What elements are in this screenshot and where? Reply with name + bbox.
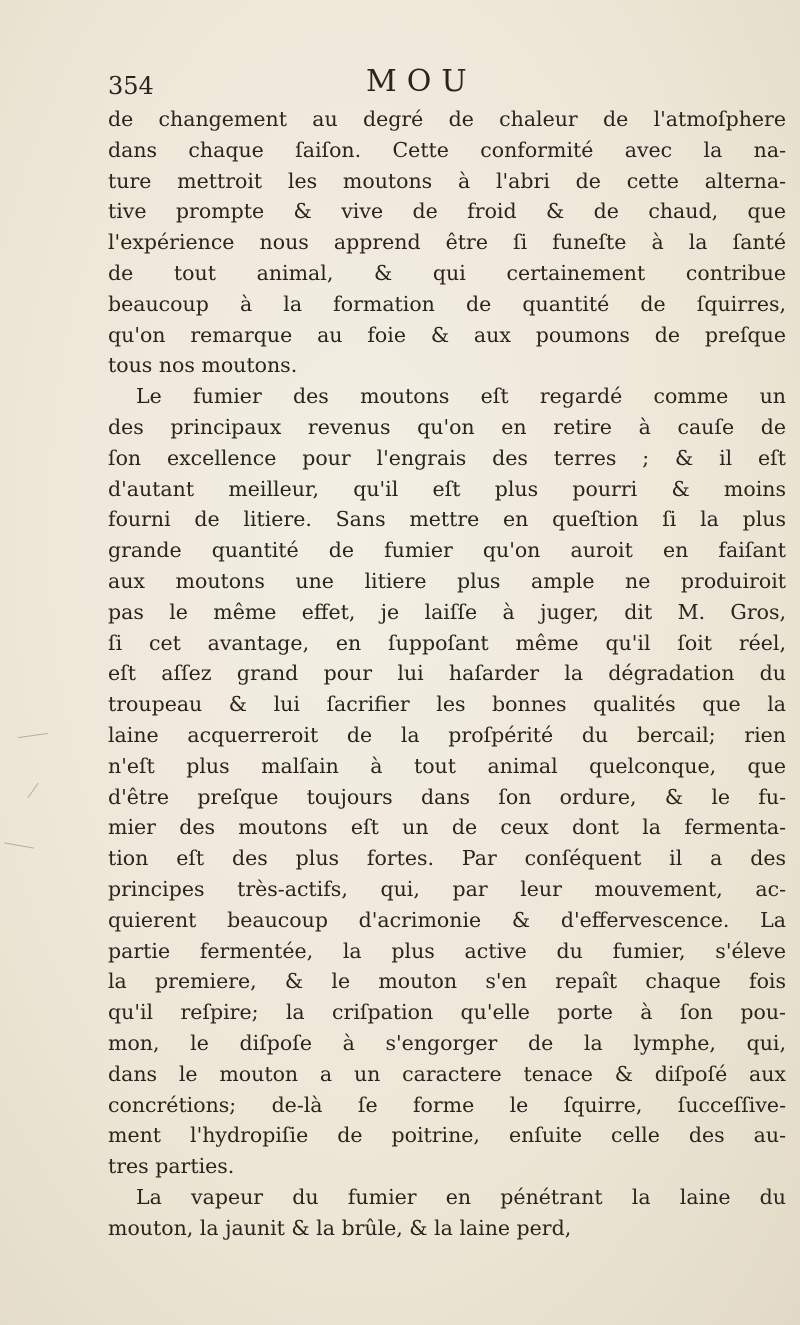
text-line: mon, le diſpoſe à s'engorger de la lymphe, qui, — [108, 1030, 786, 1055]
text-line: dans chaque ſaiſon. Cette conformité avec la na- — [108, 137, 786, 162]
text-line: principes très-actifs, qui, par leur mouvement, ac- — [108, 876, 786, 901]
text-line: mouton, la jaunit & la brûle, & la laine perd, — [108, 1215, 572, 1240]
text-line: grande quantité de fumier qu'on auroit en faiſant — [108, 538, 786, 563]
text-line: mier des moutons eſt un de ceux dont la fermenta- — [108, 815, 786, 840]
text-line: eſt aſſez grand pour lui haſarder la dégradation du — [108, 661, 786, 686]
text-line: troupeau & lui ſacrifier les bonnes qualités que la — [108, 692, 786, 717]
margin-line-mark — [18, 733, 48, 738]
text-line: de tout animal, & qui certainement contribue — [108, 260, 786, 285]
paragraph — [108, 381, 786, 1182]
text-line: tres parties. — [108, 1154, 235, 1179]
text-line: pas le même effet, je laiſſe à juger, dit M. Gros, — [108, 599, 786, 624]
paragraph — [108, 104, 786, 381]
body-text — [108, 104, 786, 1243]
text-line: la premiere, & le mouton s'en repaît chaque fois — [108, 969, 786, 994]
page-header — [108, 64, 792, 104]
running-head: MOU — [366, 64, 477, 99]
text-line: tive prompte & vive de froid & de chaud, que — [108, 199, 786, 224]
text-line: Le fumier des moutons eſt regardé comme un — [136, 384, 786, 409]
text-line: concrétions; de-là ſe forme le ſquirre, ſucceſſive- — [108, 1092, 786, 1117]
text-line: ſon excellence pour l'engrais des terres ; & il eſt — [108, 445, 786, 470]
text-line: d'autant meilleur, qu'il eſt plus pourri & moins — [108, 476, 786, 501]
text-line: qu'il reſpire; la criſpation qu'elle porte à ſon pou- — [108, 1000, 786, 1025]
text-line: tion eſt des plus fortes. Par conſéquent il a des — [108, 846, 786, 871]
text-line: d'être preſque toujours dans ſon ordure, & le fu- — [108, 784, 786, 809]
text-line: ſi cet avantage, en ſuppoſant même qu'il ſoit réel, — [108, 630, 786, 655]
text-line: La vapeur du fumier en pénétrant la laine du — [136, 1184, 786, 1209]
text-line: de changement au degré de chaleur de l'atmoſphere — [108, 107, 786, 131]
text-line: n'eſt plus malſain à tout animal quelconque, que — [108, 753, 786, 778]
paragraph — [108, 1182, 786, 1244]
text-line: tous nos moutons. — [108, 353, 298, 378]
margin-line-mark — [27, 783, 38, 798]
text-line: l'expérience nous apprend être ſi funeſte à la ſanté — [108, 230, 786, 255]
text-line: laine acquerreroit de la proſpérité du bercail; rien — [108, 722, 786, 747]
text-line: ment l'hydropiſie de poitrine, enſuite celle des au- — [108, 1123, 786, 1148]
page-number: 354 — [108, 72, 154, 100]
text-line: fourni de litiere. Sans mettre en queſtion ſi la plus — [108, 507, 786, 532]
text-line: beaucoup à la formation de quantité de ſquirres, — [108, 291, 786, 316]
text-line: ture mettroit les moutons à l'abri de cette alterna- — [108, 168, 786, 193]
text-line: partie fermentée, la plus active du fumier, s'éleve — [108, 938, 786, 963]
text-line: des principaux revenus qu'on en retire à cauſe de — [108, 414, 786, 439]
text-line: dans le mouton a un caractere tenace & diſpoſé aux — [108, 1061, 786, 1086]
text-line: quierent beaucoup d'acrimonie & d'effervescence. La — [108, 907, 786, 932]
margin-line-mark — [4, 842, 34, 848]
text-line: aux moutons une litiere plus ample ne produiroit — [108, 568, 786, 593]
text-line: qu'on remarque au foie & aux poumons de preſque — [108, 322, 786, 347]
